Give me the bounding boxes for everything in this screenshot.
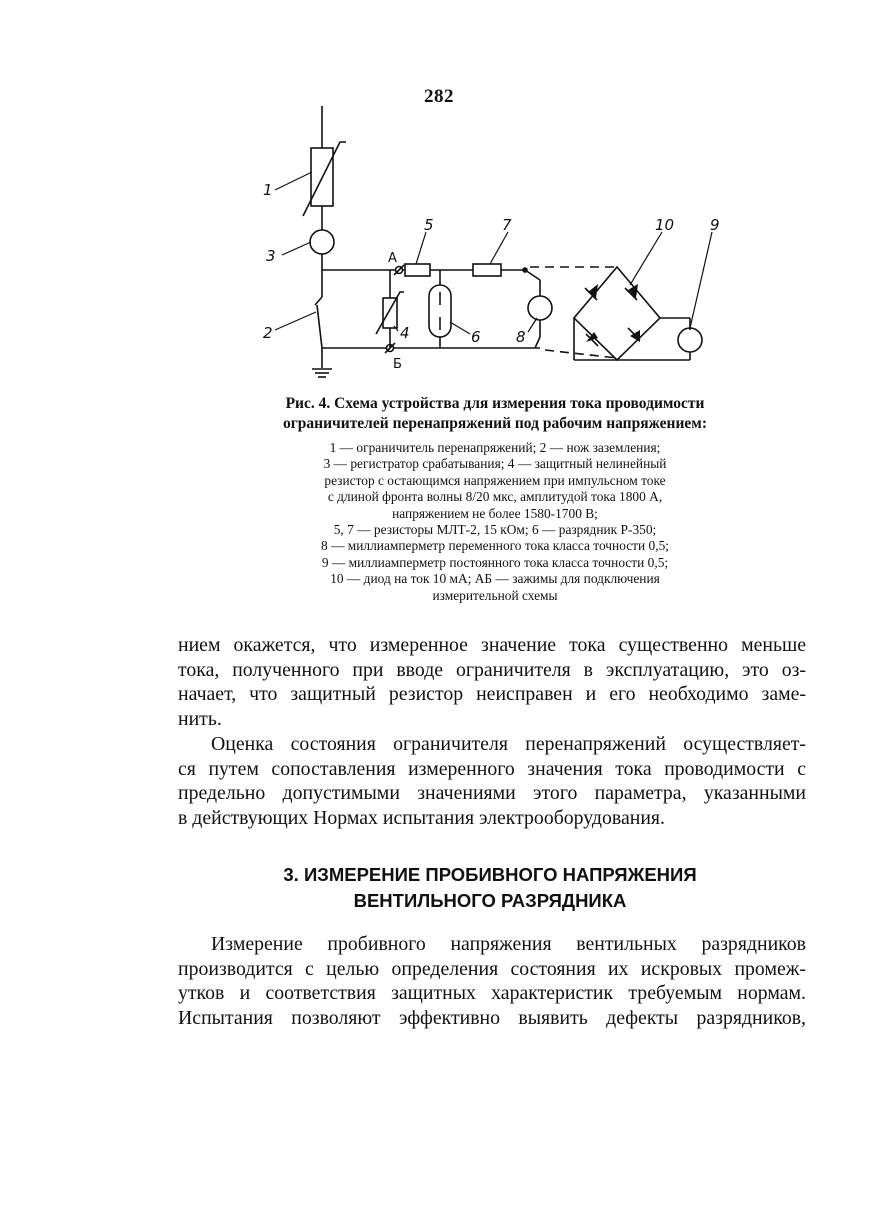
heading-line: ВЕНТИЛЬНОГО РАЗРЯДНИКА — [353, 890, 627, 911]
figure-caption-title — [200, 394, 790, 434]
legend-line: 8 — миллиамперметр переменного тока класса точности 0,5; — [321, 538, 669, 554]
text-line: нием окажется, что измеренное значение тока существенно меньше — [178, 634, 806, 656]
legend-line: с длиной фронта волны 8/20 мкс, амплитудой тока 1800 А, — [327, 489, 663, 505]
text-line: нить. — [178, 708, 222, 731]
label-7: 7 — [502, 216, 512, 234]
label-5: 5 — [424, 216, 434, 234]
text-line: в действующих Нормах испытания электрооборудования. — [178, 807, 665, 830]
caption-title-line: ограничителей перенапряжений под рабочим напряжением: — [283, 415, 707, 432]
label-9: 9 — [710, 216, 720, 234]
heading-line: 3. ИЗМЕРЕНИЕ ПРОБИВНОГО НАПРЯЖЕНИЯ — [283, 864, 697, 885]
diode-bridge-10 — [574, 267, 660, 360]
paragraph-measurement — [178, 932, 806, 1031]
text-line: Испытания позволяют эффективно выявить дефекты разрядников, — [178, 1007, 806, 1030]
text-line: Оценка состояния ограничителя перенапряжений осуществляет- — [211, 733, 806, 755]
resistor-7 — [473, 264, 501, 276]
label-4: 4 — [400, 324, 410, 342]
legend-line: измерительной схемы — [432, 587, 558, 603]
legend-line: 3 — регистратор срабатывания; 4 — защитный нелинейный — [323, 456, 667, 472]
legend-line: резистор с остающимся напряжением при импульсном токе — [324, 472, 666, 488]
page-number: 282 — [424, 86, 454, 107]
label-2: 2 — [263, 324, 273, 342]
counter-3 — [310, 230, 334, 254]
figure-legend — [230, 440, 760, 604]
label-10: 10 — [655, 216, 675, 234]
text-line: начает, что защитный резистор неисправен и его необходимо заме- — [178, 683, 806, 706]
paragraph-assessment — [178, 732, 806, 831]
terminal-a — [394, 265, 404, 275]
earthing-switch-2 — [315, 270, 322, 368]
legend-line: напряжением не более 1580-1700 В; — [392, 505, 598, 521]
label-terminal-a: А — [388, 251, 397, 266]
spark-gap-6 — [429, 285, 451, 337]
section-heading — [150, 862, 830, 914]
text-line: Измерение пробивного напряжения вентильных разрядников — [211, 933, 806, 955]
ground-symbol — [312, 369, 332, 377]
surge-arrester-1 — [303, 142, 346, 216]
milliammeter-8 — [528, 296, 552, 320]
legend-line: 10 — диод на ток 10 мА; АБ — зажимы для подключения — [330, 571, 660, 587]
legend-line: 1 — ограничитель перенапряжений; 2 — нож заземления; — [329, 440, 661, 455]
circuit-diagram — [250, 100, 720, 390]
label-8: 8 — [516, 328, 526, 346]
label-6: 6 — [471, 328, 481, 346]
text-line: производится с целью определения состояния их искровых промеж- — [178, 957, 806, 980]
caption-title-line: Рис. 4. Схема устройства для измерения тока проводимости — [285, 395, 705, 412]
text-line: ся путем сопоставления измеренного значения тока проводимости с — [178, 757, 806, 780]
label-terminal-b: Б — [393, 357, 402, 372]
text-line: утков и соответствия защитных характеристик требуемым нормам. — [178, 982, 806, 1005]
text-line: тока, полученного при вводе ограничителя в эксплуатацию, это оз- — [178, 658, 806, 681]
paragraph-continuation — [178, 633, 806, 732]
legend-line: 9 — миллиамперметр постоянного тока класса точности 0,5; — [321, 554, 669, 570]
text-line: предельно допустимыми значениями этого параметра, указанными — [178, 782, 806, 805]
label-3: 3 — [266, 247, 276, 265]
milliammeter-9 — [678, 328, 702, 352]
label-1: 1 — [263, 181, 273, 199]
legend-line: 5, 7 — резисторы МЛТ-2, 15 кОм; 6 — разрядник Р-350; — [333, 522, 657, 538]
resistor-5 — [405, 264, 430, 276]
